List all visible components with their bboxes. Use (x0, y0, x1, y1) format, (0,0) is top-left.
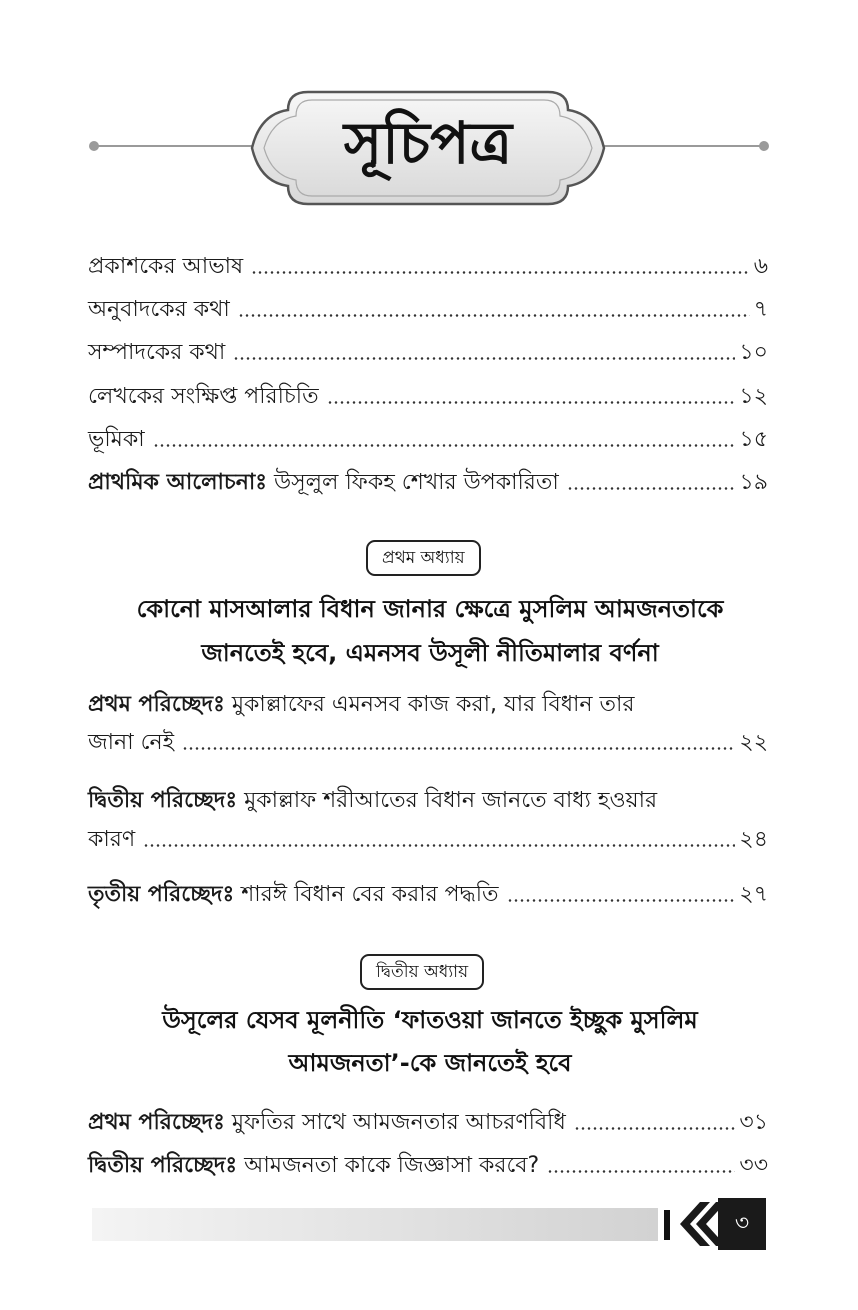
toc-entry-label-text: আমজনতা কাকে জিজ্ঞাসা করবে? (244, 1153, 540, 1178)
toc-entry[interactable] (88, 415, 768, 455)
page-title: সূচিপত্র (343, 109, 513, 177)
toc-entry-label (88, 1108, 566, 1138)
toc-entry[interactable] (88, 870, 768, 910)
dot-leader (507, 899, 736, 902)
toc-entry-label-text: মুফতির সাথে আমজনতার আচরণবিধি (231, 1110, 566, 1135)
chapter-badge: প্রথম অধ্যায় (366, 540, 481, 576)
toc-entry-first-line[interactable] (88, 786, 768, 816)
toc-entry-label-text: শারঈ বিধান বের করার পদ্ধতি (241, 882, 499, 907)
chapter-title-line: উসূলের যেসব মূলনীতি ‘ফাতওয়া জানতে ইচ্ছুক মুসলিম (162, 1006, 698, 1034)
toc-entry-continuation: কারণ (88, 827, 136, 852)
toc-page-number: ১০ (739, 340, 768, 365)
dot-leader (327, 401, 736, 404)
toc-page-number: ৩৩ (739, 1153, 768, 1178)
title-rule-left-dot (89, 141, 99, 151)
dot-leader (547, 1170, 735, 1173)
toc-page-number: ১৯ (739, 470, 768, 495)
toc-entry-label: প্রকাশকের আভাষ (88, 254, 244, 279)
toc-page-number: ২৪ (739, 827, 768, 852)
page-number-badge: ৩ (718, 1198, 766, 1250)
toc-entry[interactable] (88, 328, 768, 368)
toc-entry[interactable] (88, 1098, 768, 1138)
footer-bar (92, 1208, 658, 1241)
dot-leader (238, 314, 750, 317)
toc-entry[interactable] (88, 242, 768, 282)
dot-leader (574, 1127, 736, 1130)
toc-entry-label-bold: দ্বিতীয় পরিচ্ছেদঃ (88, 788, 238, 813)
title-rule-right (588, 145, 764, 147)
title-rule-right-dot (759, 141, 769, 151)
dot-leader (233, 357, 735, 360)
toc-entry-label: সম্পাদকের কথা (88, 340, 226, 365)
dot-leader (182, 747, 735, 750)
toc-entry-label: ভূমিকা (88, 427, 145, 452)
dot-leader (143, 844, 735, 847)
title-rule-left (94, 145, 272, 147)
toc-entry[interactable] (88, 458, 768, 498)
toc-page-number: ১২ (739, 384, 768, 409)
toc-entry[interactable] (88, 372, 768, 412)
toc-entry-first-line[interactable] (88, 690, 768, 720)
toc-entry-label (88, 468, 559, 498)
toc-entry-label-text: মুকাল্লাফ শরীআতের বিধান জানতে বাধ্য হওয়ার (244, 788, 658, 813)
toc-entry-label-bold: তৃতীয় পরিচ্ছেদঃ (88, 882, 235, 907)
toc-entry-label: অনুবাদকের কথা (88, 297, 230, 322)
toc-entry-label (88, 1151, 539, 1181)
toc-entry-label-bold: দ্বিতীয় পরিচ্ছেদঃ (88, 1153, 238, 1178)
toc-entry[interactable] (88, 718, 768, 758)
toc-page-number: ২২ (739, 730, 768, 755)
chapter-title-line: কোনো মাসআলার বিধান জানার ক্ষেত্রে মুসলিম আমজনতাকে (136, 595, 724, 623)
toc-entry-label-bold: প্রথম পরিচ্ছেদঃ (88, 692, 225, 717)
toc-entry[interactable] (88, 1141, 768, 1181)
footer-divider (664, 1210, 670, 1240)
dot-leader (153, 444, 736, 447)
chapter-badge: দ্বিতীয় অধ্যায় (360, 954, 484, 990)
toc-entry-continuation: জানা নেই (88, 730, 175, 755)
toc-entry[interactable] (88, 815, 768, 855)
dot-leader (251, 271, 750, 274)
toc-page-number: ৭ (753, 297, 768, 322)
toc-page-number: ৬ (753, 254, 768, 279)
dot-leader (567, 487, 736, 490)
toc-page-number: ২৭ (739, 882, 768, 907)
toc-entry-label-bold: প্রাথমিক আলোচনাঃ (88, 470, 267, 495)
chapter-title-line: আমজনতা’-কে জানতেই হবে (288, 1049, 572, 1077)
toc-page-number: ৩১ (739, 1110, 768, 1135)
toc-entry-label-text: মুকাল্লাফের এমনসব কাজ করা, যার বিধান তার (231, 692, 635, 717)
toc-entry-label: লেখকের সংক্ষিপ্ত পরিচিতি (88, 384, 319, 409)
toc-entry[interactable] (88, 285, 768, 325)
toc-page-number: ১৫ (739, 427, 768, 452)
toc-entry-label (88, 880, 499, 910)
chapter-title-line: জানতেই হবে, এমনসব উসূলী নীতিমালার বর্ণনা (201, 639, 659, 667)
toc-entry-label-text: উসূলুল ফিকহ শেখার উপকারিতা (274, 470, 559, 495)
toc-entry-label-bold: প্রথম পরিচ্ছেদঃ (88, 1110, 225, 1135)
